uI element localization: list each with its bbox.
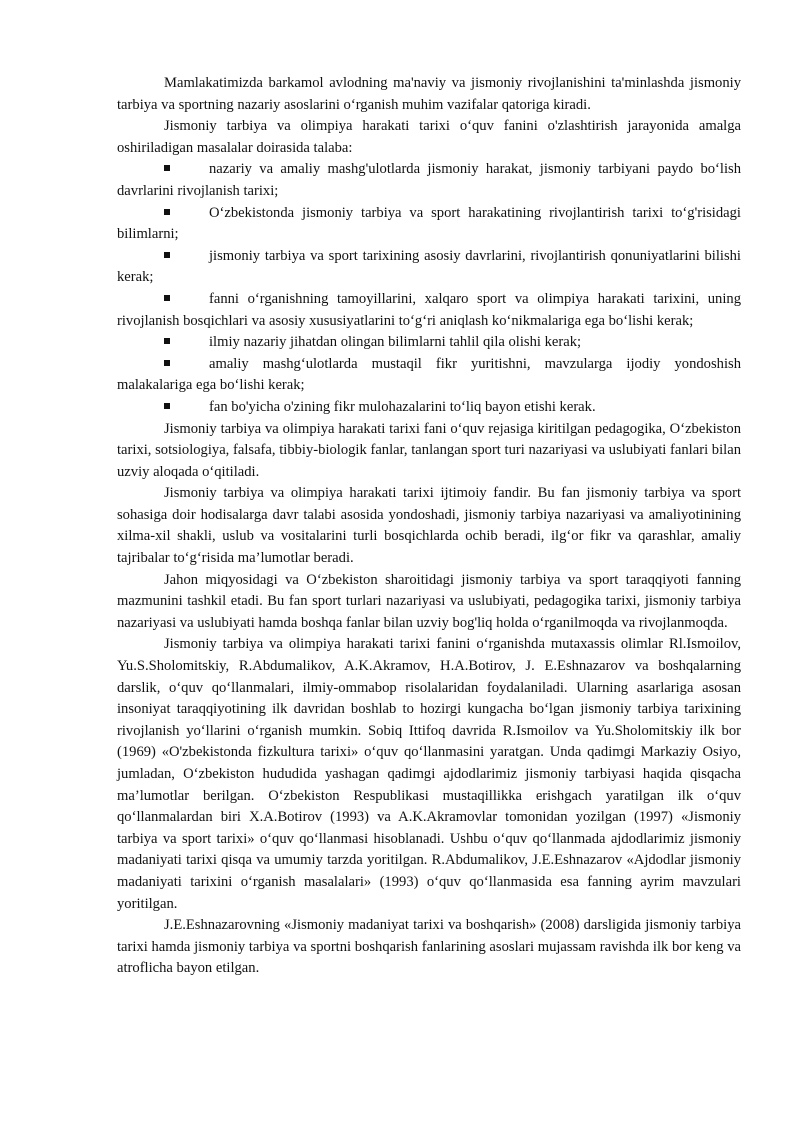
- square-bullet-icon: [164, 295, 170, 301]
- square-bullet-icon: [164, 338, 170, 344]
- bullet-item: [117, 159, 741, 202]
- intro-paragraph-2: Jismoniy tarbiya va olimpiya harakati tarixi o‘quv fanini o'zlashtirish jarayonida amalga oshiriladigan masalalar doirasida talaba:: [117, 118, 741, 156]
- square-bullet-icon: [164, 165, 170, 171]
- intro-paragraph-1: Mamlakatimizda barkamol avlodning ma'naviy va jismoniy rivojlanishini ta'minlashda jismoniy tarbiya va sportning nazariy asoslarini o‘rganish muhim vazifalar qatoriga kiradi.: [117, 75, 741, 113]
- bullet-text: ilmiy nazariy jihatdan olingan bilimlarni tahlil qila olishi kerak;: [209, 334, 582, 351]
- body-paragraph-literature: Jismoniy tarbiya va olimpiya harakati tarixi fanini o‘rganishda mutaxassis olimlar Rl.Ismoilov, Yu.S.Sholomitskiy, R.Abdumalikov, A.K.Akramov, H.A.Botirov, J. E.Eshnazarov va boshqalarning darslik, o‘quv qo‘llanmalari, ilmiy-ommabop risolalaridan foydalaniladi. Ularning asarlariga asosan insoniyat taraqqiyotining ilk davridan boshlab to hozirgi kungacha bo‘lgan jismoniy tarbiya tarixining rivojlanish yo‘llarini o‘rganish mumkin. Sobiq Ittifoq davrida R.Ismoilov va Yu.Sholomitskiy ilk bor (1969) «O'zbekistonda fizkultura tarixi» o‘quv qo‘llanmasini yaratgan. Unda qadimgi Markaziy Osiyo, jumladan, O‘zbekiston hududida yashagan qadimgi ajdodlarimiz jismoniy tarbiyasi haqida qisqacha ma’lumotlar berilgan. O‘zbekiston Respublikasi mustaqillikka erishgach yaratilgan ilk o‘quv qo‘llanmalardan biri X.A.Botirov (1993) va A.K.Akramovlar tomonidan yozilgan (1997) «Jismoniy tarbiya va sport tarixi» o‘quv qo‘llanmasi hisoblanadi. Ushbu o‘quv qo‘llanmada ajdodlarimiz jismoniy madaniyati tarixi qisqa va umumiy tarzda yoritilgan. R.Abdumalikov, J.E.Eshnazarov «Ajdodlar jismoniy madaniyati tarixini o‘rganish masalalari» (1993) o‘quv qo‘llanmasida esa fanning ayrim mavzulari yoritilgan.: [117, 636, 741, 912]
- bullet-item: [117, 354, 741, 397]
- bullet-item: [117, 203, 741, 246]
- bullet-text: nazariy va amaliy mashg'ulotlarda jismoniy harakat, jismoniy tarbiyani paydo bo‘lish davrlarini rivojlanish tarixi;: [117, 161, 741, 199]
- square-bullet-icon: [164, 209, 170, 215]
- bullet-item: [117, 289, 741, 332]
- body-paragraph-related-subjects: Jismoniy tarbiya va olimpiya harakati tarixi fani o‘quv rejasiga kiritilgan pedagogika, O‘zbekiston tarixi, sotsiologiya, falsafa, tibbiy-biologik fanlar, tanlangan sport turi nazariyasi va uslubiyati fanlari bilan uzviy aloqada o‘qitiladi.: [117, 420, 741, 480]
- square-bullet-icon: [164, 360, 170, 366]
- bullet-text: amaliy mashg‘ulotlarda mustaqil fikr yuritishni, mavzularga ijodiy yondoshish malakalariga ega bo‘lishi kerak;: [117, 355, 741, 394]
- bullet-item: [117, 332, 741, 354]
- document-page: [117, 73, 741, 980]
- body-paragraph-textbook: J.E.Eshnazarovning «Jismoniy madaniyat tarixi va boshqarish» (2008) darsligida jismoniy tarbiya tarixi hamda jismoniy tarbiya va sportni boshqarish fanlarining asoslari mujassam ravishda ilk bor keng va atroflicha bayon etilgan.: [117, 917, 741, 977]
- body-paragraph-content: Jahon miqyosidagi va O‘zbekiston sharoitidagi jismoniy tarbiya va sport taraqqiyoti fanning mazmunini tashkil etadi. Bu fan sport turlari nazariyasi va uslubiyati, pedagogika tarixi, jismoniy tarbiya nazariyasi va uslubiyati hamda boshqa fanlar bilan uzviy bog'liq holda o‘rganilmoqda va rivojlanmoqda.: [117, 571, 741, 631]
- square-bullet-icon: [164, 252, 170, 258]
- bullet-text: fanni o‘rganishning tamoyillarini, xalqaro sport va olimpiya harakati tarixini, uning rivojlanish bosqichlari va asosiy xususiyatlarini to‘g‘ri aniqlash ko‘nikmalariga ega bo‘lishi kerak;: [117, 290, 741, 329]
- bullet-text: jismoniy tarbiya va sport tarixining asosiy davrlarini, rivojlantirish qonuniyatlarini bilishi kerak;: [117, 247, 741, 286]
- bullet-text: fan bo'yicha o'zining fikr mulohazalarini to‘liq bayon etishi kerak.: [209, 398, 596, 415]
- bullet-item: [117, 397, 741, 419]
- bullet-text: O‘zbekistonda jismoniy tarbiya va sport harakatining rivojlantirish tarixi to‘g'risidagi bilimlarni;: [117, 204, 741, 243]
- body-paragraph-social-science: Jismoniy tarbiya va olimpiya harakati tarixi ijtimoiy fandir. Bu fan jismoniy tarbiya va sport sohasiga doir hodisalarga davr talabi asosida yondoshadi, jismoniy tarbiya nazariyasi va amaliyotinining xilma-xil shakli, uslub va vositalarini turli bosqichlarda ochib beradi, ilg‘or fikr va qarashlar, amaliy tajribalar to‘g‘risida ma’lumotlar beradi.: [117, 485, 741, 567]
- bullet-item: [117, 246, 741, 289]
- square-bullet-icon: [164, 403, 170, 409]
